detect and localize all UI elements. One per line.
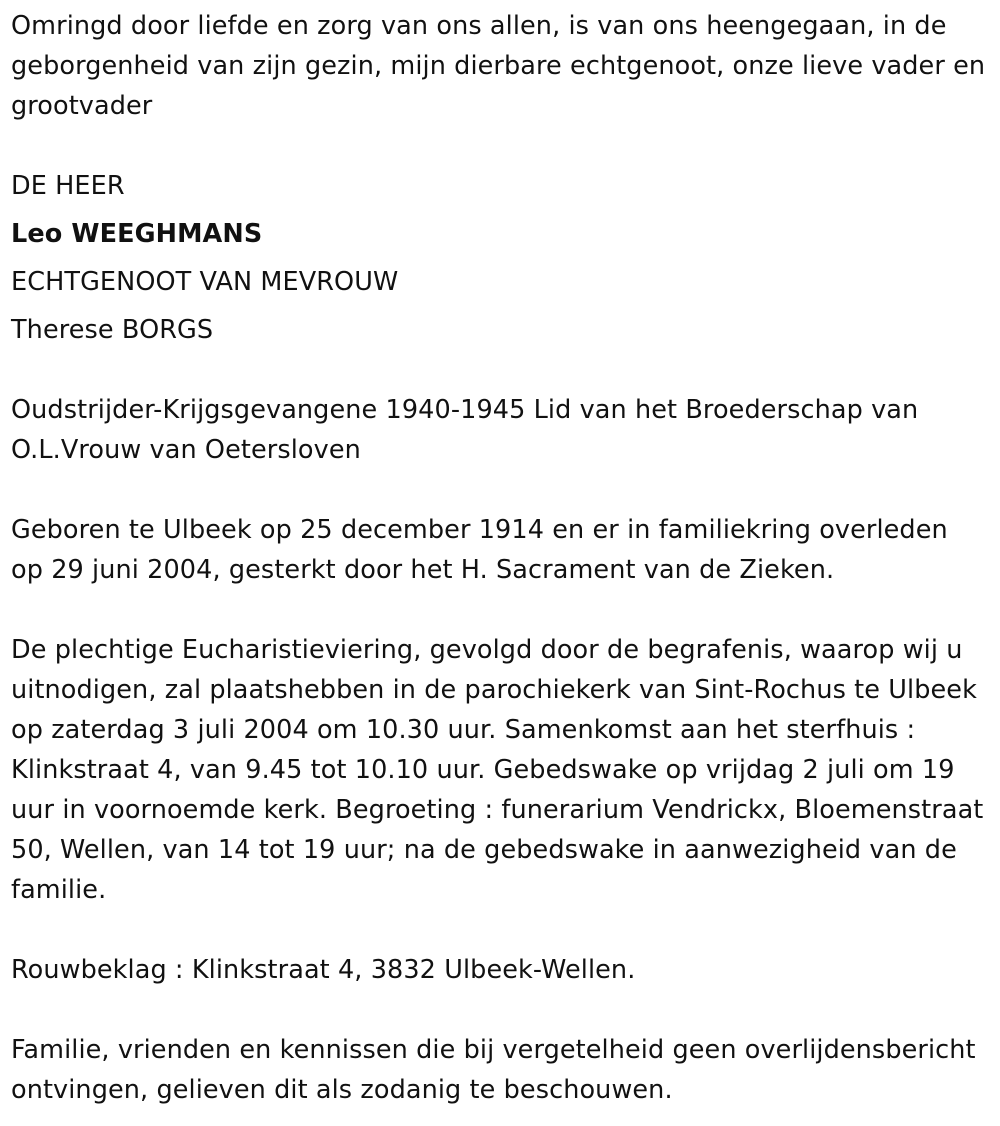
title-prefix: DE HEER	[11, 171, 125, 201]
deceased-name: Leo WEEGHMANS	[11, 219, 263, 249]
intro-paragraph: Omringd door liefde en zorg van ons allen, is van ons heengegaan, in de geborgenheid van zijn gezin, mijn dierbare echtgenoot, onze lieve vader en grootvader	[11, 11, 986, 121]
spouse-name: Therese BORGS	[11, 315, 214, 345]
affiliations-paragraph: Oudstrijder-Krijgsgevangene 1940-1945 Lid van het Broederschap van O.L.Vrouw van Oetersloven	[11, 395, 919, 465]
closing-paragraph: Familie, vrienden en kennissen die bij vergetelheid geen overlijdensbericht ontvingen, gelieven dit als zodanig te beschouwen.	[11, 1035, 976, 1105]
spacer	[11, 990, 986, 1030]
spacer	[11, 350, 986, 390]
spacer	[11, 590, 986, 630]
spacer	[11, 126, 986, 166]
spacer	[11, 910, 986, 950]
condolences-paragraph: Rouwbeklag : Klinkstraat 4, 3832 Ulbeek-Wellen.	[11, 955, 636, 985]
birth-death-paragraph: Geboren te Ulbeek op 25 december 1914 en er in familiekring overleden op 29 juni 2004, gesterkt door het H. Sacrament van de Zieken.	[11, 515, 948, 585]
ceremony-paragraph: De plechtige Eucharistieviering, gevolgd door de begrafenis, waarop wij u uitnodigen, zal plaatshebben in de parochiekerk van Sint-Rochus te Ulbeek op zaterdag 3 juli 2004 om 10.30 uur. Samenkomst aan het sterfhuis : Klinkstraat 4, van 9.45 tot 10.10 uur. Gebedswake op vrijdag 2 juli om 19 uur in voornoemde kerk. Begroeting : funerarium Vendrickx, Bloemenstraat 50, Wellen, van 14 tot 19 uur; na de gebedswake in aanwezigheid van de familie.	[11, 635, 984, 905]
obituary-document	[11, 6, 986, 1110]
spacer	[11, 470, 986, 510]
spouse-label: ECHTGENOOT VAN MEVROUW	[11, 267, 399, 297]
